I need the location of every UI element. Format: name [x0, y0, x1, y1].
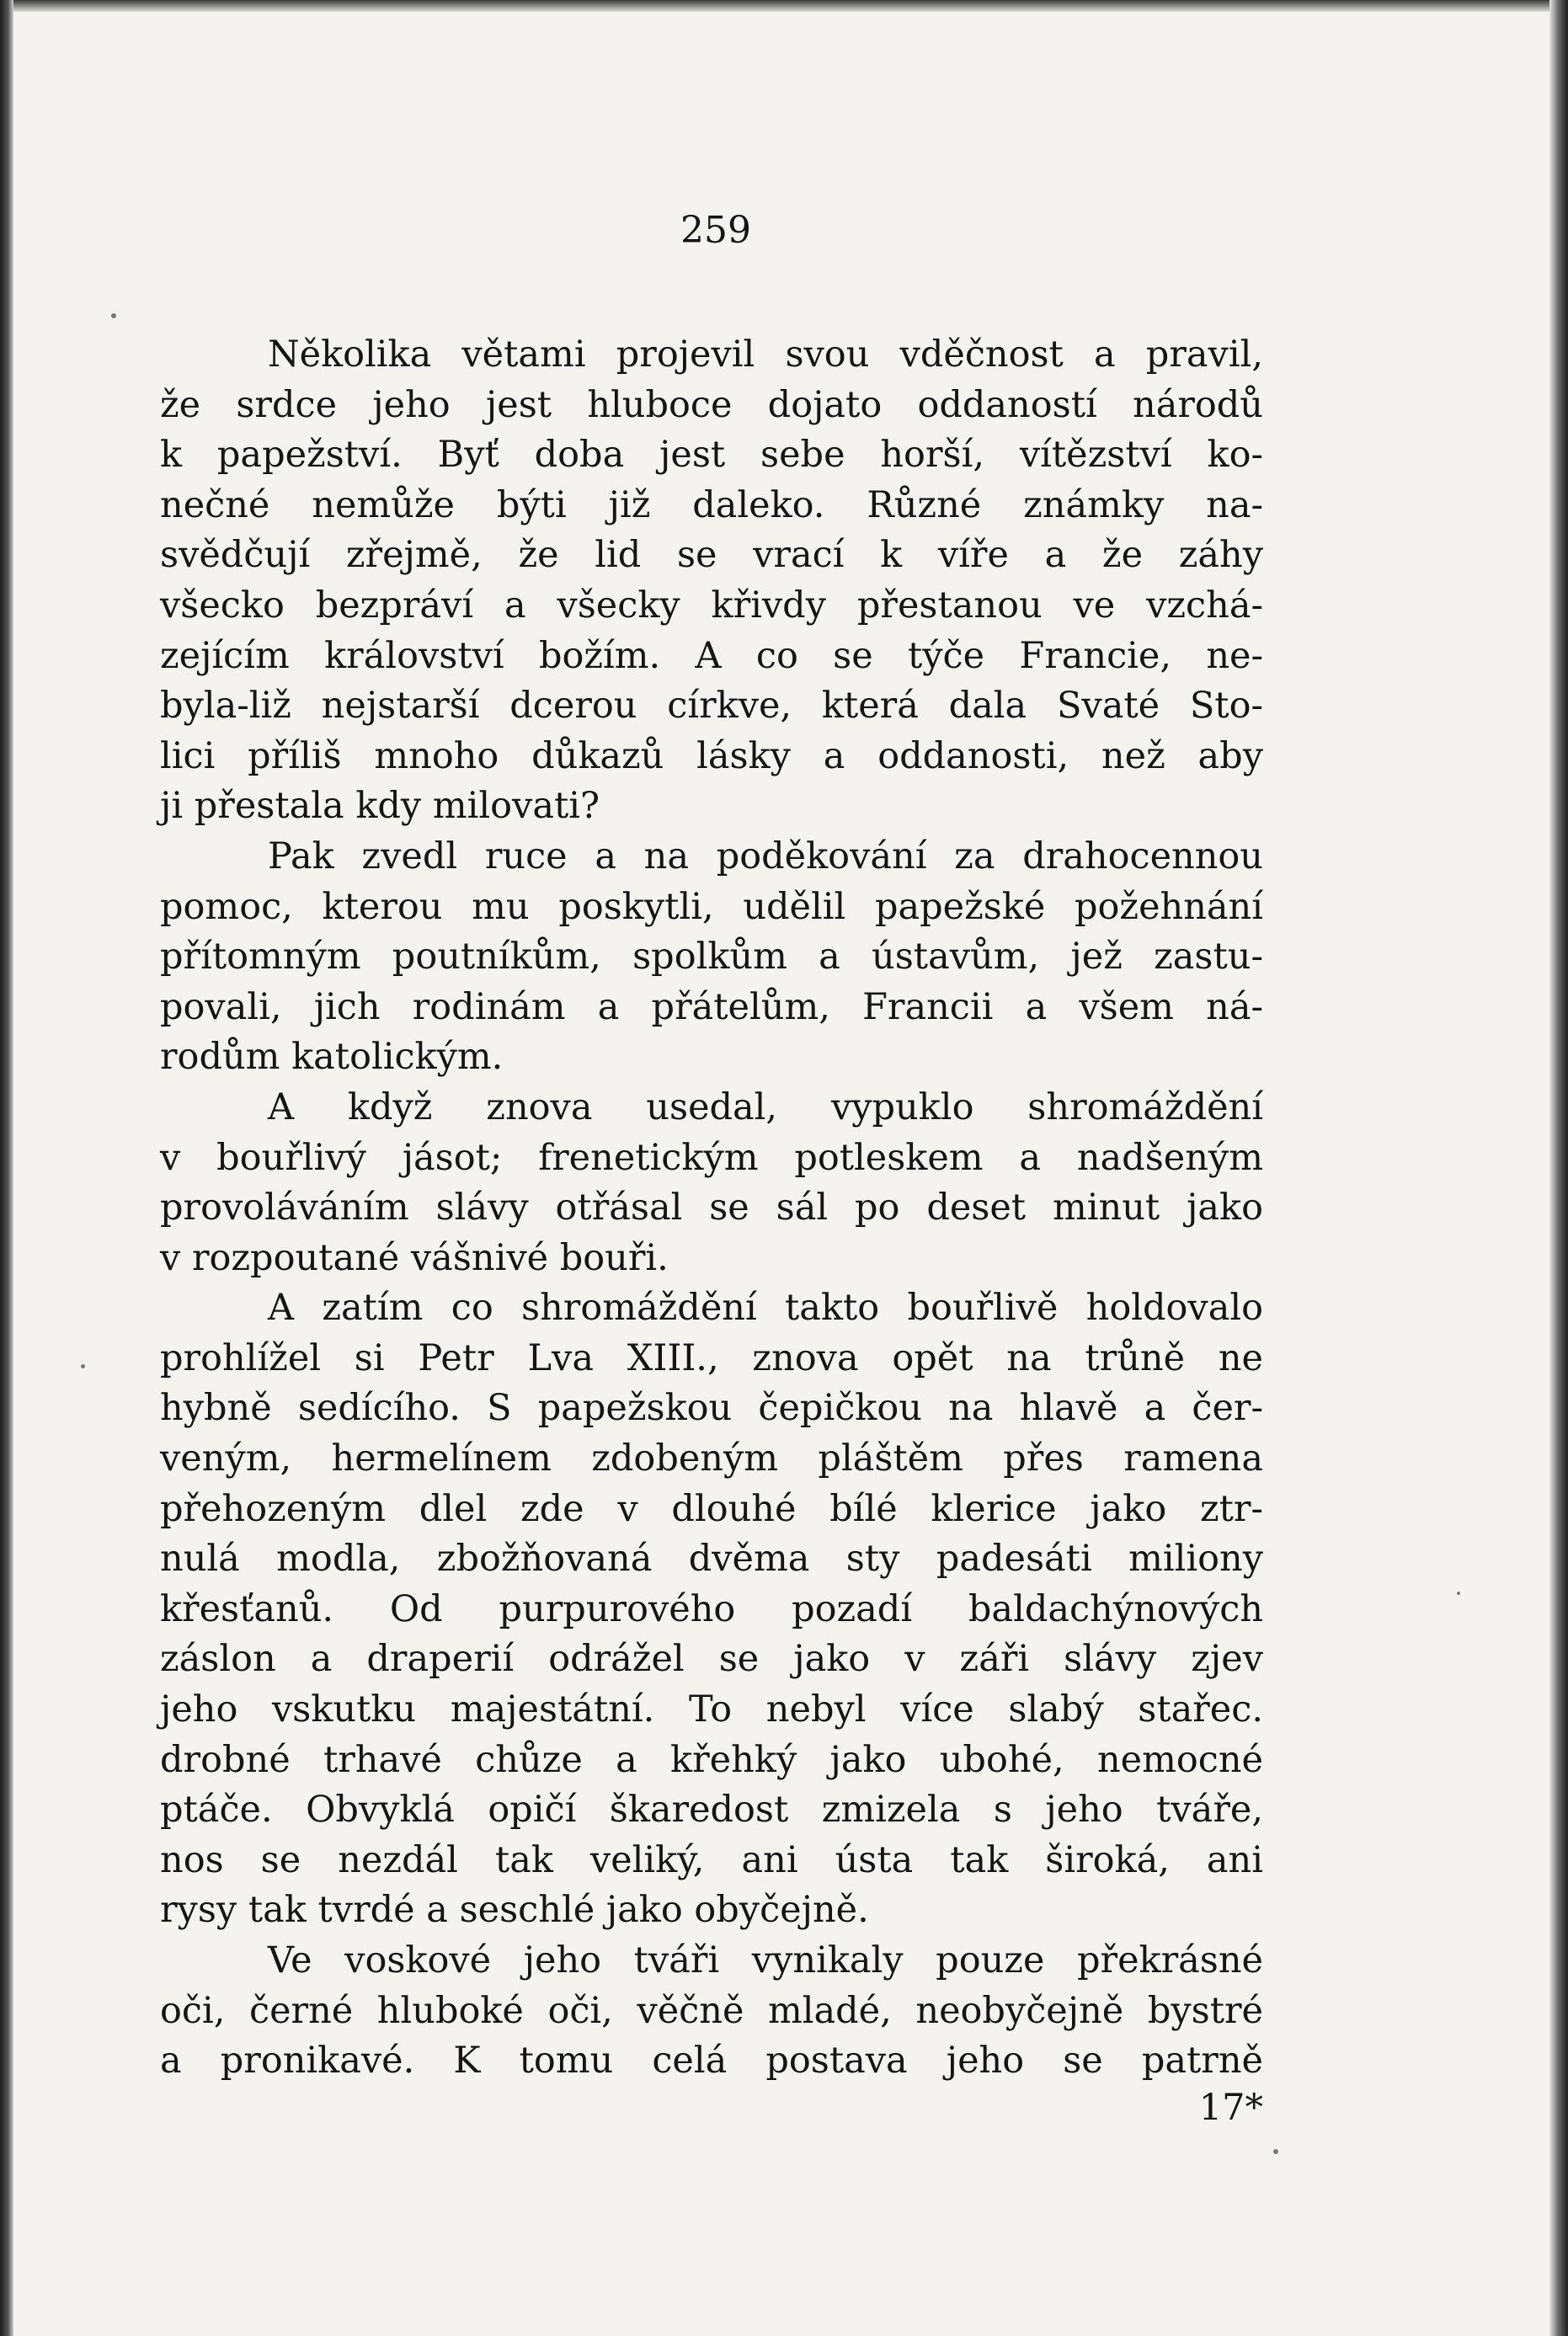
- text-line: veným, hermelínem zdobeným pláštěm přes ramena: [160, 1437, 1263, 1480]
- text-line: provoláváním slávy otřásal se sál po deset minut jako: [160, 1187, 1263, 1229]
- text-line: nulá modla, zbožňovaná dvěma sty padesáti miliony: [160, 1538, 1263, 1581]
- text-line: ptáče. Obvyklá opičí škaredost zmizela s jeho tváře,: [160, 1789, 1263, 1832]
- text-line: rodům katolickým.: [160, 1036, 504, 1079]
- text-line: lici příliš mnoho důkazů lásky a oddanosti, než aby: [160, 734, 1263, 777]
- text-line: Pak zvedl ruce a na poděkování za drahocennou: [268, 835, 1263, 877]
- text-line: svědčují zřejmě, že lid se vrací k víře a že záhy: [160, 534, 1263, 577]
- text-line: nos se nezdál tak veliký, ani ústa tak široká, ani: [160, 1838, 1263, 1881]
- text-line: A když znova usedal, vypuklo shromáždění: [268, 1085, 1263, 1128]
- text-line: přehozeným dlel zde v dlouhé bílé klerice jako ztr-: [160, 1487, 1263, 1530]
- page-number: 259: [680, 209, 751, 252]
- text-line: ji přestala kdy milovati?: [160, 785, 600, 828]
- text-line: zejícím království božím. A co se týče Francie, ne-: [160, 634, 1263, 677]
- text-line: všecko bezpráví a všecky křivdy přestanou ve vzchá-: [160, 584, 1263, 627]
- text-line: v bouřlivý jásot; frenetickým potleskem a nadšeným: [160, 1136, 1263, 1179]
- paper-speck: [81, 1364, 85, 1368]
- text-line: záslon a draperií odrážel se jako v záři slávy zjev: [160, 1638, 1263, 1681]
- paper-speck: [1457, 1592, 1460, 1595]
- page-top-edge: [0, 0, 1568, 12]
- text-line: nečné nemůže býti již daleko. Různé známky na-: [160, 483, 1263, 526]
- printer-signature-mark: 17*: [1198, 2087, 1263, 2129]
- text-line: v rozpoutané vášnivé bouři.: [160, 1236, 669, 1279]
- text-line: A zatím co shromáždění takto bouřlivě holdovalo: [268, 1287, 1263, 1330]
- text-line: k papežství. Byť doba jest sebe horší, vítězství ko-: [160, 434, 1263, 477]
- text-line: jeho vskutku majestátní. To nebyl více slabý stařec.: [160, 1688, 1263, 1731]
- body-text: [160, 330, 1263, 2087]
- paper-speck: [1273, 2149, 1278, 2154]
- text-line: byla-liž nejstarší dcerou církve, která dala Svaté Sto-: [160, 685, 1263, 728]
- text-line: a pronikavé. K tomu celá postava jeho se patrně: [160, 2040, 1263, 2083]
- text-line: oči, černé hluboké oči, věčně mladé, neobyčejně bystré: [160, 1989, 1263, 2032]
- text-line: křesťanů. Od purpurového pozadí baldachýnových: [160, 1587, 1263, 1630]
- paper-speck: [111, 313, 116, 318]
- text-line: pomoc, kterou mu poskytli, udělil papežské požehnání: [160, 885, 1263, 928]
- text-line: drobné trhavé chůze a křehký jako ubohé, nemocné: [160, 1738, 1263, 1781]
- text-line: hybně sedícího. S papežskou čepičkou na hlavě a čer-: [160, 1387, 1263, 1430]
- text-line: že srdce jeho jest hluboce dojato oddaností národů: [160, 383, 1263, 426]
- text-line: povali, jich rodinám a přátelům, Francii a všem ná-: [160, 985, 1263, 1028]
- text-line: rysy tak tvrdé a seschlé jako obyčejně.: [160, 1889, 869, 1932]
- text-line: prohlížel si Petr Lva XIII., znova opět na trůně ne: [160, 1336, 1263, 1379]
- page-left-edge: [0, 0, 13, 2336]
- text-line: Ve voskové jeho tváři vynikaly pouze překrásné: [268, 1939, 1263, 1981]
- page-right-edge: [1549, 0, 1568, 2336]
- text-line: Několika větami projevil svou vděčnost a pravil,: [268, 333, 1263, 376]
- text-line: přítomným poutníkům, spolkům a ústavům, jež zastu-: [160, 936, 1263, 979]
